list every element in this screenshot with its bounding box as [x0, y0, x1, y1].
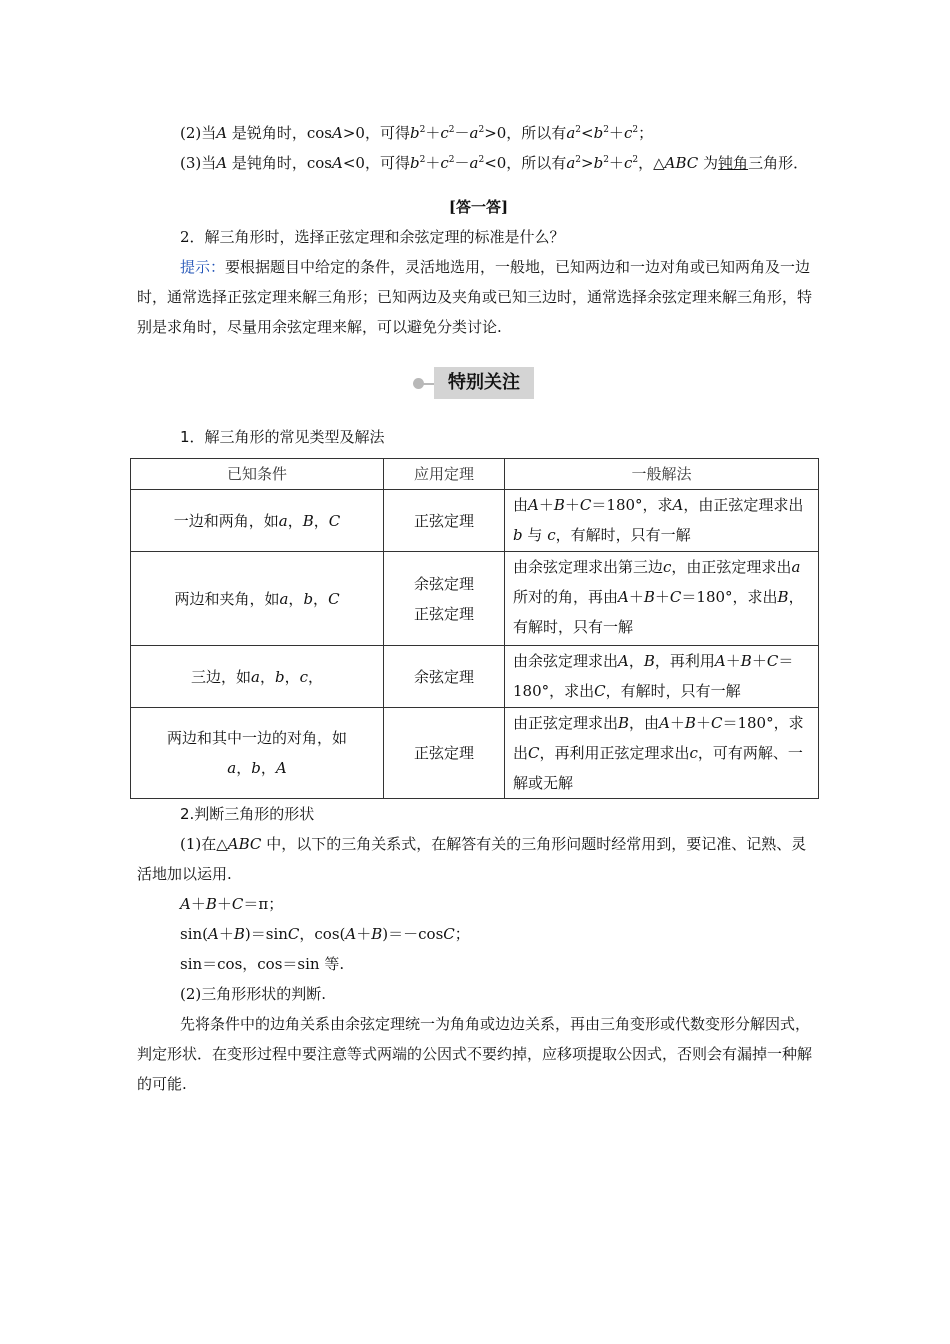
table-row [131, 646, 819, 708]
section2-paragraph-3: 先将条件中的边角关系由余弦定理统一为角角或边边关系，再由三角变形或代数变形分解因式，判定形状．在变形过程中要注意等式两端的公因式不要约掉，应移项提取公因式，否则会有漏掉一种解的可能. [137, 1015, 813, 1093]
special-attention-banner [137, 364, 820, 404]
solution-cell: 由正弦定理求出B，由A＋B＋C＝180°，求出C，再利用正弦定理求出c，可有两解、一解或无解 [505, 708, 819, 799]
condition-cell: 两边和夹角，如a，b，C [131, 552, 384, 646]
header-cell: 一般解法 [505, 459, 819, 490]
condition-cell: 三边，如a，b，c， [131, 646, 384, 708]
solution-cell: 由余弦定理求出第三边c，由正弦定理求出a 所对的角，再由A＋B＋C＝180°，求出B，有解时，只有一解 [505, 552, 819, 646]
condition-cell: 两边和其中一边的对角，如 a，b，A [131, 708, 384, 799]
section2-title: 2.判断三角形的形状 [180, 805, 315, 823]
section1-title: 1．解三角形的常见类型及解法 [180, 428, 385, 446]
hint-label: 提示： [180, 258, 226, 276]
answer-blank: 钝角 [718, 154, 749, 172]
qa-hint: 提示：要根据题目中给定的条件，灵活地选用，一般地，已知两边和一边对角或已知两角及一边时，通常选择正弦定理来解三角形；已知两边及夹角或已知三边时，通常选择余弦定理来解三角形，特别是求角时，尽量用余弦定理来解，可以避免分类讨论. [137, 258, 813, 336]
case-acute-paragraph: (2)当A 是锐角时，cosA>0，可得$b^2+c^2-a^2>0$，所以有$a^2<b^2+c^2$； [180, 124, 654, 142]
formula-angle-sum: A＋B＋C＝π； [180, 895, 284, 913]
theorem-cell: 余弦定理 [384, 646, 505, 708]
banner-label: 特别关注 [434, 367, 534, 399]
case-obtuse-paragraph: (3)当A 是钝角时，cosA<0，可得$b^2+c^2-a^2<0$，所以有$a^2>b^2+c^2$，△ABC 为钝角三角形． [180, 154, 809, 172]
formula-cofunction: sin＝cos，cos＝sin 等. [180, 955, 345, 973]
qa-heading: [答一答] [448, 198, 509, 216]
condition-cell: 一边和两角，如a，B，C [131, 490, 384, 552]
section2-paragraph-2: (2)三角形形状的判断. [180, 985, 327, 1003]
table-row [131, 552, 819, 646]
qa-question: 2．解三角形时，选择正弦定理和余弦定理的标准是什么？ [180, 228, 565, 246]
solution-cell: 由余弦定理求出A，B，再利用A＋B＋C＝180°，求出C，有解时，只有一解 [505, 646, 819, 708]
document-page [137, 118, 820, 1099]
solution-cell: 由A＋B＋C＝180°，求A，由正弦定理求出b 与 c，有解时，只有一解 [505, 490, 819, 552]
header-cell: 已知条件 [131, 459, 384, 490]
table-row [131, 708, 819, 799]
table-row [131, 490, 819, 552]
solving-methods-table [130, 458, 819, 799]
formula-sin-cos: sin(A＋B)＝sinC，cos(A＋B)＝－cosC； [180, 925, 470, 943]
section2-paragraph-1: (1)在△ABC 中，以下的三角关系式，在解答有关的三角形问题时经常用到，要记准、记熟、灵活地加以运用. [137, 835, 807, 883]
theorem-cell: 正弦定理 [384, 490, 505, 552]
header-cell: 应用定理 [384, 459, 505, 490]
table-header-row [131, 459, 819, 490]
theorem-cell: 余弦定理 正弦定理 [384, 552, 505, 646]
theorem-cell: 正弦定理 [384, 708, 505, 799]
